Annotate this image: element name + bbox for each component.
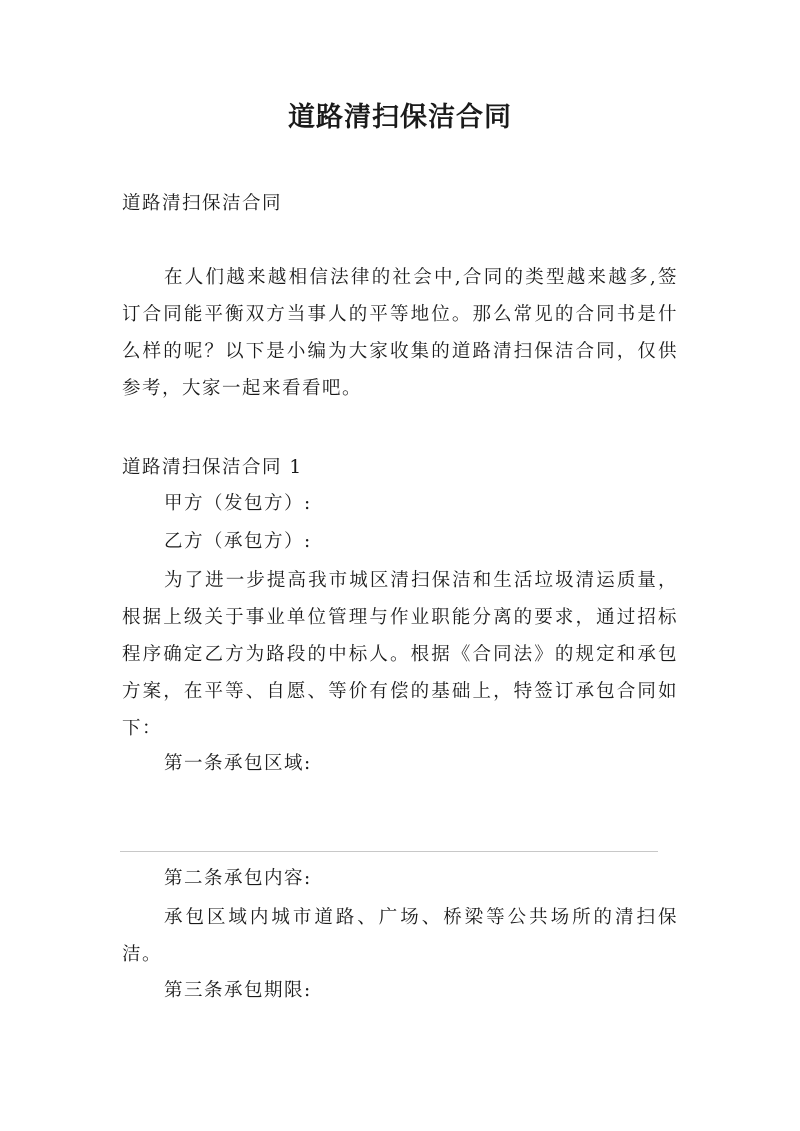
article2-body: 承包区域内城市道路、广场、桥梁等公共场所的清扫保洁。 <box>122 907 678 965</box>
article2-heading: 第二条承包内容: <box>164 868 312 889</box>
article3-heading: 第三条承包期限: <box>164 980 312 1001</box>
article1-heading: 第一条承包区域: <box>164 753 312 774</box>
document-subtitle: 道路清扫保洁合同 <box>122 193 283 214</box>
intro-paragraph: 在人们越来越相信法律的社会中,合同的类型越来越多,签订合同能平衡双方当事人的平等地位。那么常见的合同书是什么样的呢？以下是小编为大家收集的道路清扫保洁合同，仅供参考，大家一起来看看吧。 <box>122 267 678 399</box>
preamble-paragraph: 为了进一步提高我市城区清扫保洁和生活垃圾清运质量，根据上级关于事业单位管理与作业职能分离的要求，通过招标程序确定乙方为路段的中标人。根据《合同法》的规定和承包方案，在平等、自愿、等价有偿的基础上，特签订承包合同如下： <box>122 570 678 739</box>
party-a-label: 甲方（发包方）: <box>164 493 312 514</box>
section-heading: 道路清扫保洁合同 1 <box>122 457 303 478</box>
document-title: 道路清扫保洁合同 <box>288 102 512 133</box>
blank-fill-line <box>120 851 658 852</box>
party-b-label: 乙方（承包方）: <box>164 531 312 552</box>
